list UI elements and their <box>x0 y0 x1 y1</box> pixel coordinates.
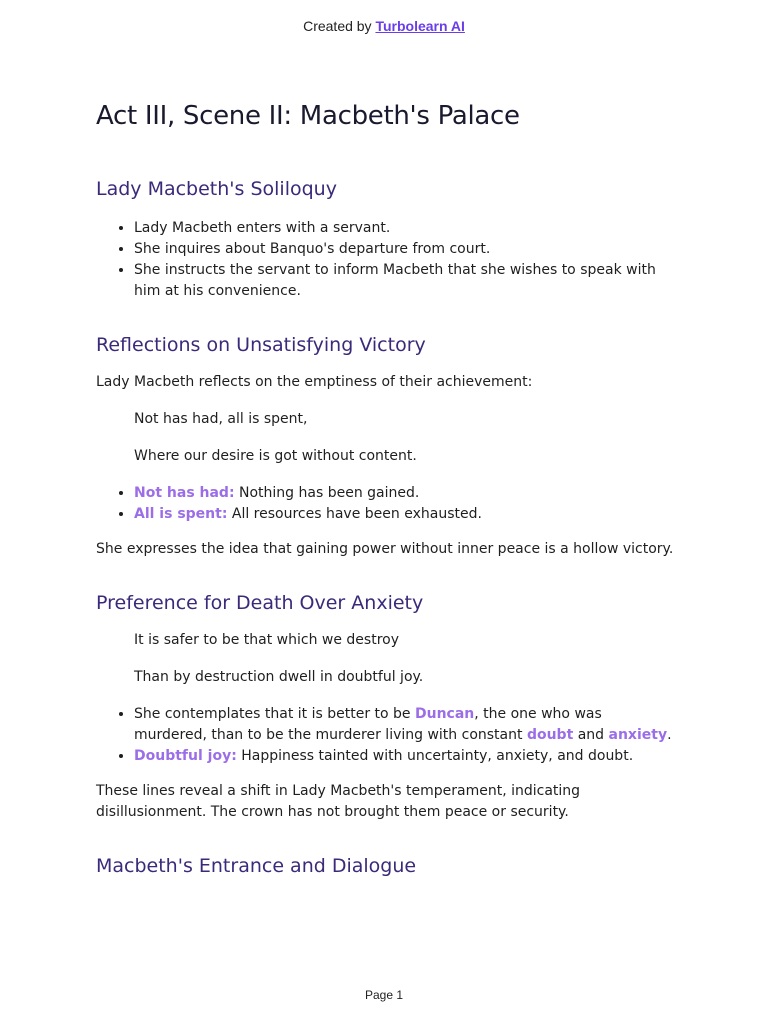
term-highlight: Not has had: <box>134 485 235 501</box>
soliloquy-list <box>96 218 676 302</box>
list-item <box>134 704 676 746</box>
duncan-highlight: Duncan <box>415 706 475 722</box>
quote-line: It is safer to be that which we destroy <box>134 632 399 648</box>
created-by-label: Created by <box>303 18 372 34</box>
term-definition: Happiness tainted with uncertainty, anxiety, and doubt. <box>236 748 634 764</box>
reflections-intro: Lady Macbeth reflects on the emptiness of their achievement: <box>96 374 533 390</box>
list-item <box>134 504 676 525</box>
reflections-list <box>96 483 676 525</box>
list-item <box>134 746 676 767</box>
page-header <box>0 18 768 34</box>
heading-reflections: Reflections on Unsatisfying Victory <box>96 334 426 356</box>
document-body <box>96 96 676 893</box>
term-highlight: All is spent: <box>134 506 228 522</box>
document-title: Act III, Scene II: Macbeth's Palace <box>96 101 520 131</box>
preference-conclusion: These lines reveal a shift in Lady Macbeth's temperament, indicating disillusionment. The crown has not brought them peace or security. <box>96 783 581 820</box>
reflections-conclusion: She expresses the idea that gaining power without inner peace is a hollow victory. <box>96 541 674 557</box>
text-run: She contemplates that it is better to be <box>134 706 415 722</box>
heading-soliloquy: Lady Macbeth's Soliloquy <box>96 178 337 200</box>
quote-line: Than by destruction dwell in doubtful joy. <box>134 669 424 685</box>
text-run: , the one who was murdered, than to be the murderer living with constant <box>134 706 602 743</box>
text-run: . <box>667 727 672 743</box>
term-definition: Nothing has been gained. <box>234 485 420 501</box>
term-highlight: Doubtful joy: <box>134 748 237 764</box>
doubt-highlight: doubt <box>526 727 574 743</box>
quote-line: Not has had, all is spent, <box>134 411 308 427</box>
text-run: and <box>573 727 609 743</box>
turbolearn-link[interactable]: Turbolearn AI <box>375 18 465 34</box>
list-item: • She instructs the servant to inform Macbeth that she wishes to speak with him at his convenience. <box>134 260 676 302</box>
preference-list <box>96 704 676 767</box>
heading-preference: Preference for Death Over Anxiety <box>96 592 424 614</box>
heading-entrance: Macbeth's Entrance and Dialogue <box>96 855 417 877</box>
list-item: • She inquires about Banquo's departure from court. <box>134 239 676 260</box>
quote-line: Where our desire is got without content. <box>134 448 417 464</box>
page-number: Page 1 <box>364 988 404 1002</box>
list-item: • Lady Macbeth enters with a servant. <box>134 218 676 239</box>
anxiety-highlight: anxiety <box>608 727 668 743</box>
list-item <box>134 483 676 504</box>
term-definition: All resources have been exhausted. <box>227 506 482 522</box>
